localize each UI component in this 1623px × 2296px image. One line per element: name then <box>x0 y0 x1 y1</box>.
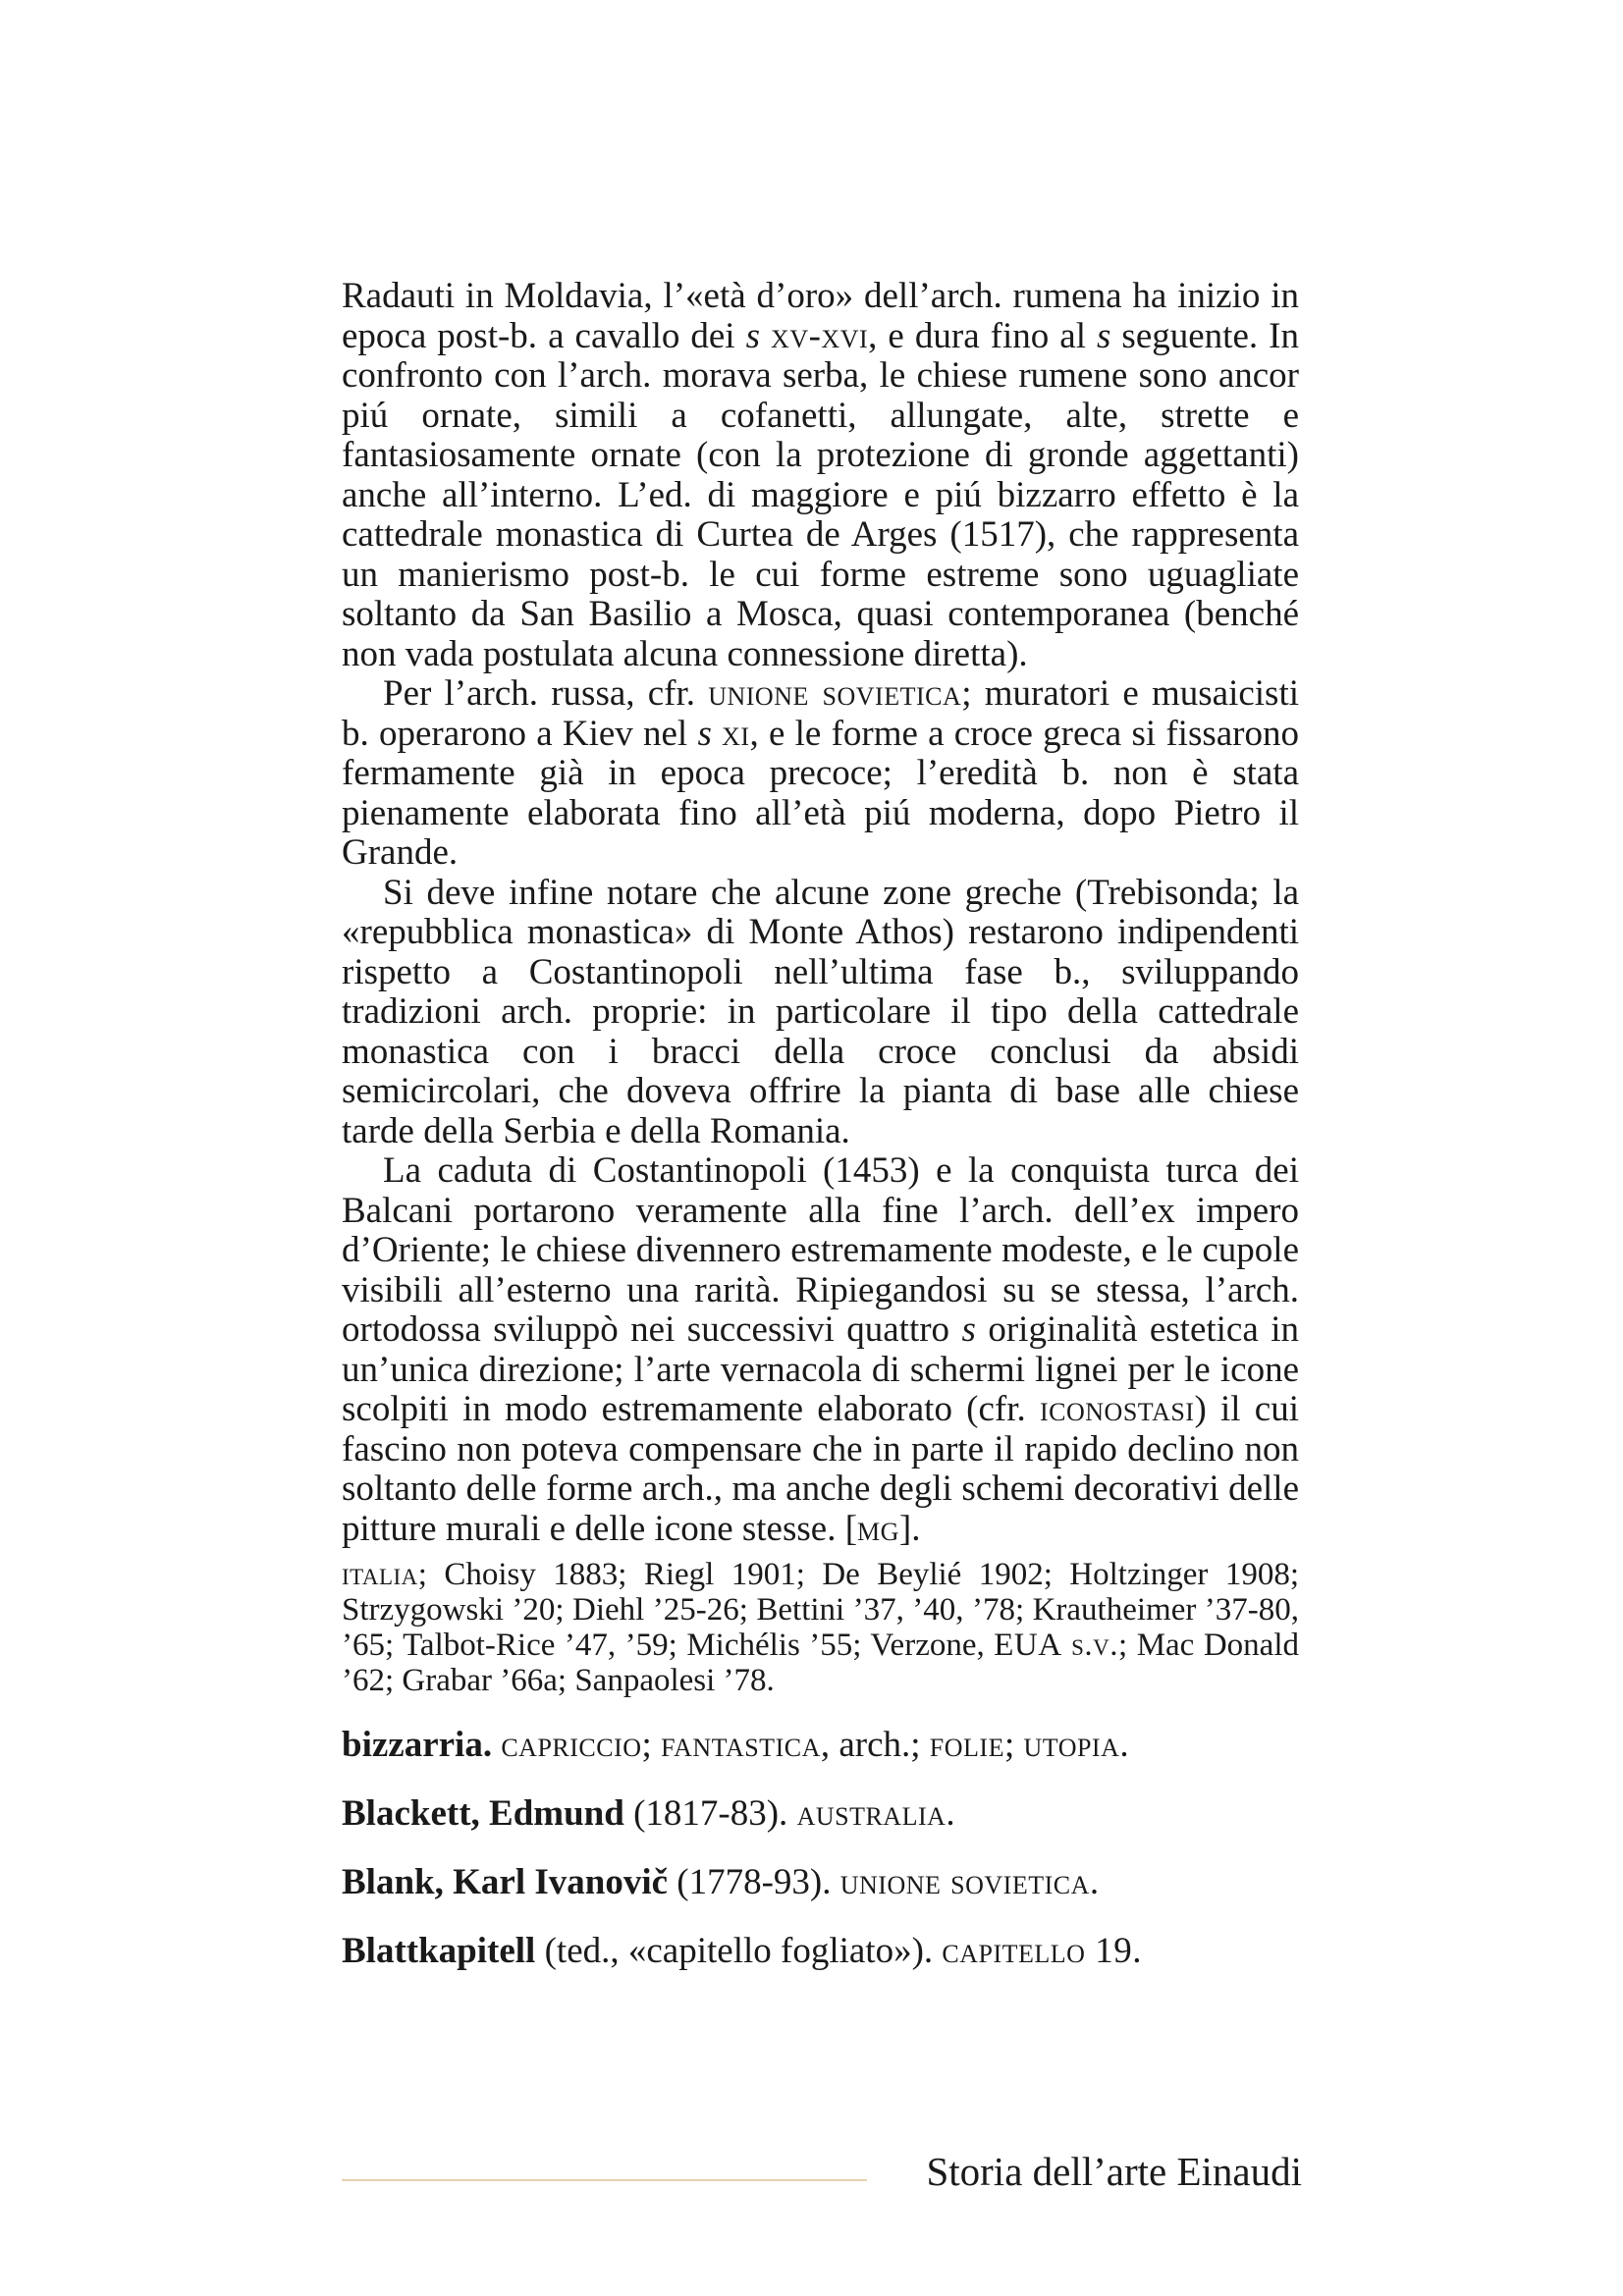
entry-headword: Blank, Karl Ivanovič <box>342 1862 669 1902</box>
text-run: (ted., «capitello fogliato»). <box>535 1931 943 1971</box>
cross-reference: mg <box>857 1508 899 1549</box>
cross-reference: xv-xvi <box>771 315 869 356</box>
cross-reference: iconostasi <box>1039 1389 1195 1429</box>
footer-title: Storia dell’arte Einaudi <box>926 2149 1302 2194</box>
paragraph <box>342 1151 1299 1549</box>
text-run: (1778-93). <box>668 1862 840 1902</box>
text-run: , e dura fino al <box>868 315 1097 356</box>
cross-reference: capriccio <box>501 1725 642 1765</box>
page-body <box>342 277 1299 1971</box>
text-run: ; muratori e musaicisti b. operarono a Kiev nel <box>342 673 1300 754</box>
dictionary-entry <box>342 1726 1299 1765</box>
text-run: ) il cui fascino non poteva compensare che in parte il rapido declino non soltanto delle forme arch., ma anche degli schemi decorativi delle pitture murali e delle icone stesse. [ <box>342 1389 1299 1549</box>
text-run: Per l’arch. russa, cfr. <box>383 673 709 714</box>
dictionary-entry <box>342 1863 1299 1902</box>
cross-reference: folie <box>929 1725 1004 1765</box>
cross-reference: s.v. <box>1071 1628 1119 1663</box>
cross-reference: australia <box>796 1793 947 1834</box>
page-footer <box>342 2144 1302 2203</box>
text-run: . <box>1132 1931 1142 1971</box>
text-run: originalità estetica in un’unica direzione; l’arte vernacola di schermi lignei per le icone scolpiti in modo estremamente elaborato (cfr. <box>342 1309 1299 1429</box>
cross-reference: fantastica <box>661 1725 821 1765</box>
text-run: ]. <box>898 1508 921 1549</box>
text-run: . <box>1089 1862 1100 1902</box>
text-run <box>492 1725 501 1765</box>
footer-rule <box>342 2179 867 2181</box>
entry-headword: Blackett, Edmund <box>342 1793 624 1834</box>
text-run: Radauti in Moldavia, l’«età d’oro» dell’arch. rumena ha inizio in epoca post-b. a cavallo dei <box>342 276 1299 356</box>
cross-reference: capitello 19 <box>942 1931 1133 1971</box>
dictionary-entry <box>342 1794 1299 1834</box>
cross-reference: utopia <box>1023 1725 1120 1765</box>
text-run: Si deve infine notare che alcune zone greche (Trebisonda; la «repubblica monastica» di Monte Athos) restarono indipendenti rispetto a Costantinopoli nell’ultima fase b., sviluppando tradizioni arch. proprie: in particolare il tipo della cattedrale monastica con i bracci della croce conclusi da absidi semicircolari, che doveva offrire la pianta di base alle chiese tarde della Serbia e della Romania. <box>342 872 1299 1151</box>
dictionary-entries <box>342 1726 1299 1971</box>
text-run: (1817-83). <box>623 1793 797 1834</box>
text-run: La caduta di Costantinopoli (1453) e la conquista turca dei Balcani portarono veramente alla fine l’arch. dell’ex impero d’Oriente; le chiese divennero estremamente modeste, e le cupole visibili all’esterno una rarità. Ripiegandosi su se stessa, l’arch. ortodossa sviluppò nei successivi quattro <box>342 1150 1299 1350</box>
entry-headword: bizzarria. <box>342 1725 493 1765</box>
dictionary-entry <box>342 1932 1299 1971</box>
text-run: seguente. In confronto con l’arch. morava serba, le chiese rumene sono ancor piú ornate, simili a cofanetti, allungate, alte, strette e fantasiosamente ornate (con la protezione di gronde aggettanti) anche all’interno. L’ed. di maggiore e piú bizzarro effetto è la cattedrale monastica di Curtea de Arges (1517), che rappresenta un manierismo post-b. le cui forme estreme sono uguagliate soltanto da San Basilio a Mosca, quasi contemporanea (benché non vada postulata alcuna connessione diretta). <box>342 315 1299 674</box>
entry-headword: Blattkapitell <box>342 1931 536 1971</box>
paragraph <box>342 874 1299 1152</box>
italic-abbrev: s <box>961 1309 976 1350</box>
italic-abbrev: s <box>697 713 712 754</box>
text-run: , arch.; <box>820 1725 930 1765</box>
text-run: . <box>946 1793 955 1834</box>
text-run <box>712 714 722 754</box>
text-run: ; <box>1003 1725 1024 1765</box>
cross-reference: unione sovietica <box>708 673 962 714</box>
text-run: ; Mac Donald ’62; Grabar ’66a; Sanpaolesi ’78. <box>342 1628 1299 1698</box>
text-run <box>760 316 771 356</box>
italic-abbrev: s <box>745 315 761 356</box>
paragraph <box>342 277 1299 674</box>
cross-reference: EUA <box>994 1628 1062 1663</box>
italic-abbrev: s <box>1097 315 1111 356</box>
text-run: . <box>1119 1725 1129 1765</box>
cross-reference: italia <box>342 1557 418 1592</box>
bibliography <box>342 1557 1299 1698</box>
article-body <box>342 277 1299 1549</box>
paragraph <box>342 674 1299 874</box>
cross-reference: xi <box>722 713 750 754</box>
cross-reference: unione sovietica <box>839 1862 1090 1902</box>
text-run: ; <box>641 1725 662 1765</box>
text-run: ; Choisy 1883; Riegl 1901; De Beylié 1902; Holtzinger 1908; Strzygowski ’20; Diehl ’25-26; Bettini ’37, ’40, ’78; Krautheimer ’37-80, ’65; Talbot-Rice ’47, ’59; Michélis ’55; Verzone, <box>342 1557 1299 1663</box>
text-run: , e le forme a croce greca si fissarono fermamente già in epoca precoce; l’eredità b. non è stata pienamente elaborata fino all’età piú moderna, dopo Pietro il Grande. <box>342 713 1299 873</box>
text-run <box>1062 1628 1072 1663</box>
